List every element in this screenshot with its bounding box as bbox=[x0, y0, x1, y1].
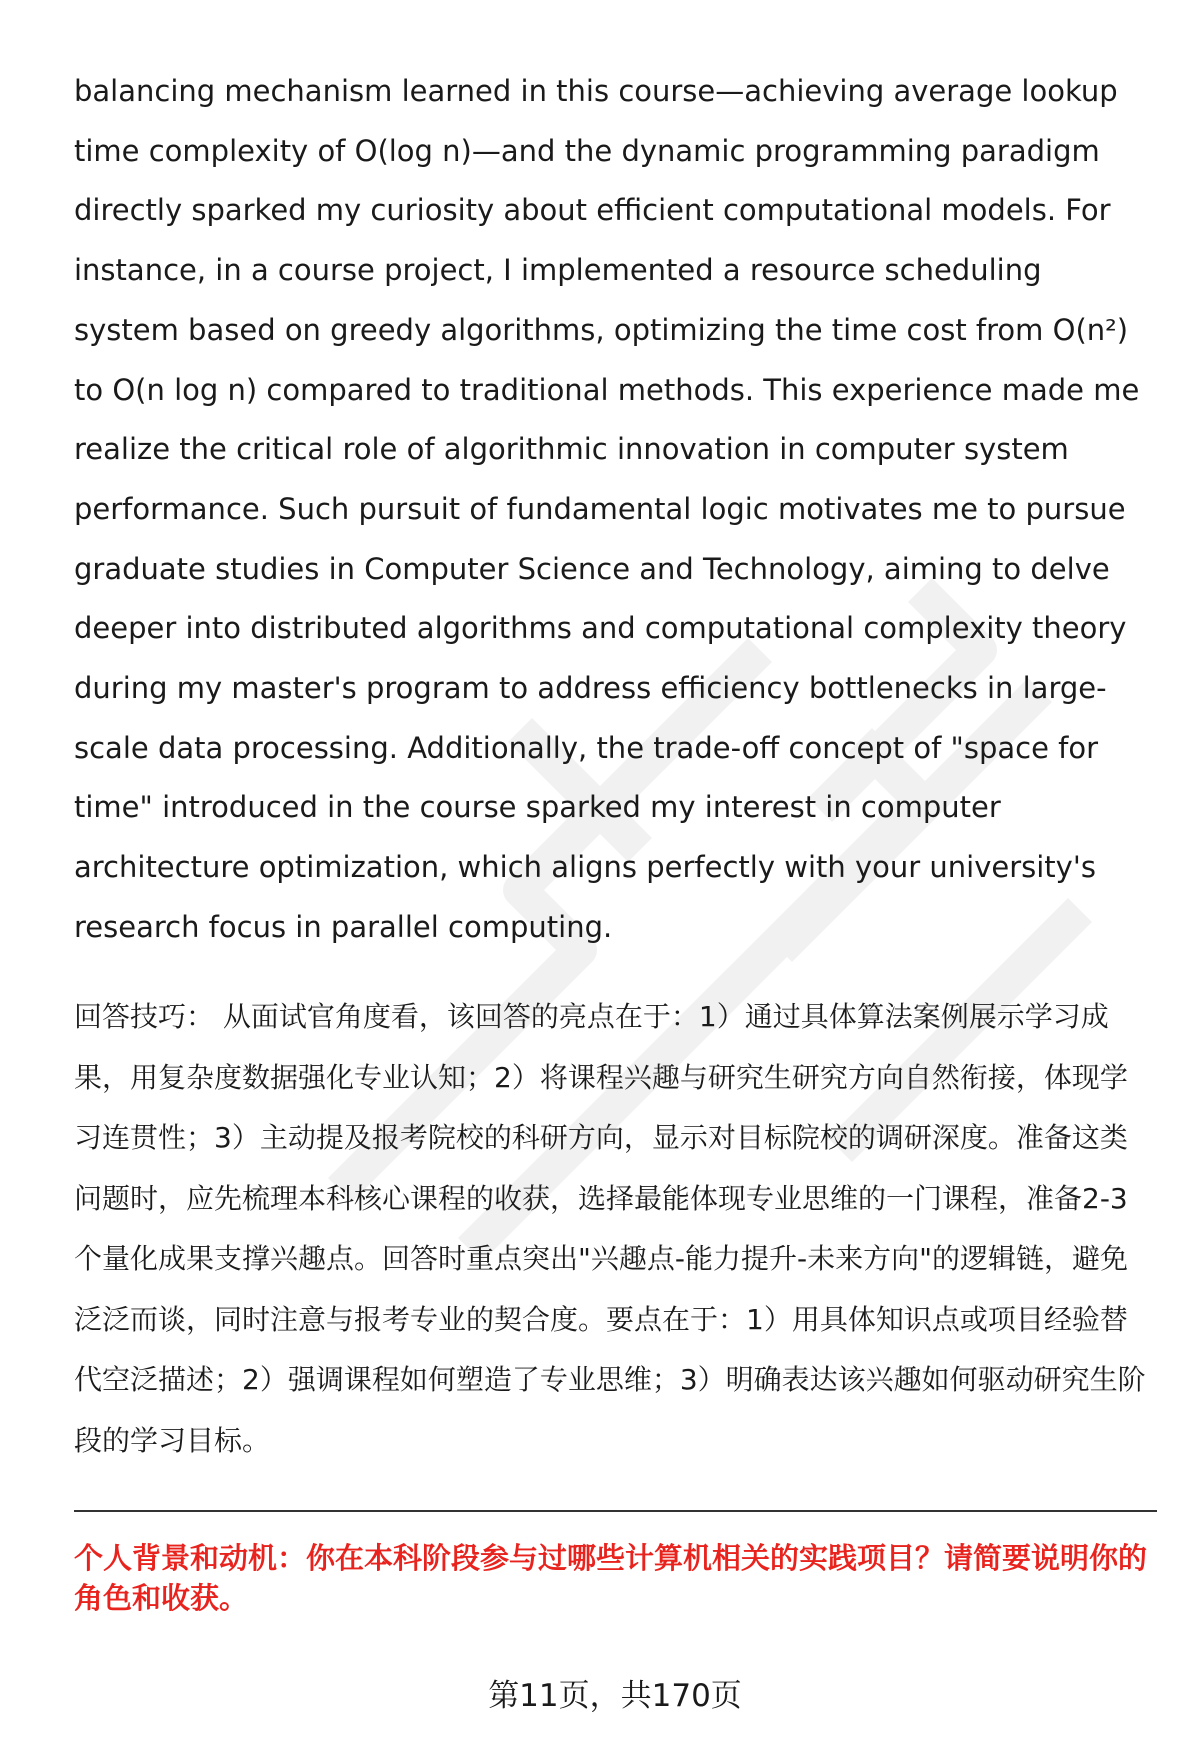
section-divider bbox=[74, 1510, 1157, 1512]
answer-paragraph: balancing mechanism learned in this course—achieving average lookup time complexity of O(log n)—and the dynamic programming paradigm directly sparked my curiosity about efficient computational models. For instance, in a course project, I implemented a resource scheduling system based on greedy algorithms, optimizing the time cost from O(n²) to O(n log n) compared to traditional methods. This experience made me realize the critical role of algorithmic innovation in computer system performance. Such pursuit of fundamental logic motivates me to pursue graduate studies in Computer Science and Technology, aiming to delve deeper into distributed algorithms and computational complexity theory during my master's program to address efficiency bottlenecks in large-scale data processing. Additionally, the trade-off concept of "space for time" introduced in the course sparked my interest in computer architecture optimization, which aligns perfectly with your university's research focus in parallel computing. bbox=[74, 74, 1140, 944]
page-number-footer: 第11页，共170页 bbox=[488, 1678, 742, 1714]
next-question-heading: 个人背景和动机：你在本科阶段参与过哪些计算机相关的实践项目？请简要说明你的角色和收获。 bbox=[74, 1541, 1148, 1615]
answer-tips-paragraph: 回答技巧： 从面试官角度看，该回答的亮点在于：1）通过具体算法案例展示学习成果，用复杂度数据强化专业认知；2）将课程兴趣与研究生研究方向自然衔接，体现学习连贯性；3）主动提及报考院校的科研方向，显示对目标院校的调研深度。准备这类问题时，应先梳理本科核心课程的收获，选择最能体现专业思维的一门课程，准备2-3个量化成果支撑兴趣点。回答时重点突出"兴趣点-能力提升-未来方向"的逻辑链，避免泛泛而谈，同时注意与报考专业的契合度。要点在于：1）用具体知识点或项目经验替代空泛描述；2）强调课程如何塑造了专业思维；3）明确表达该兴趣如何驱动研究生阶段的学习目标。 bbox=[74, 1000, 1146, 1457]
